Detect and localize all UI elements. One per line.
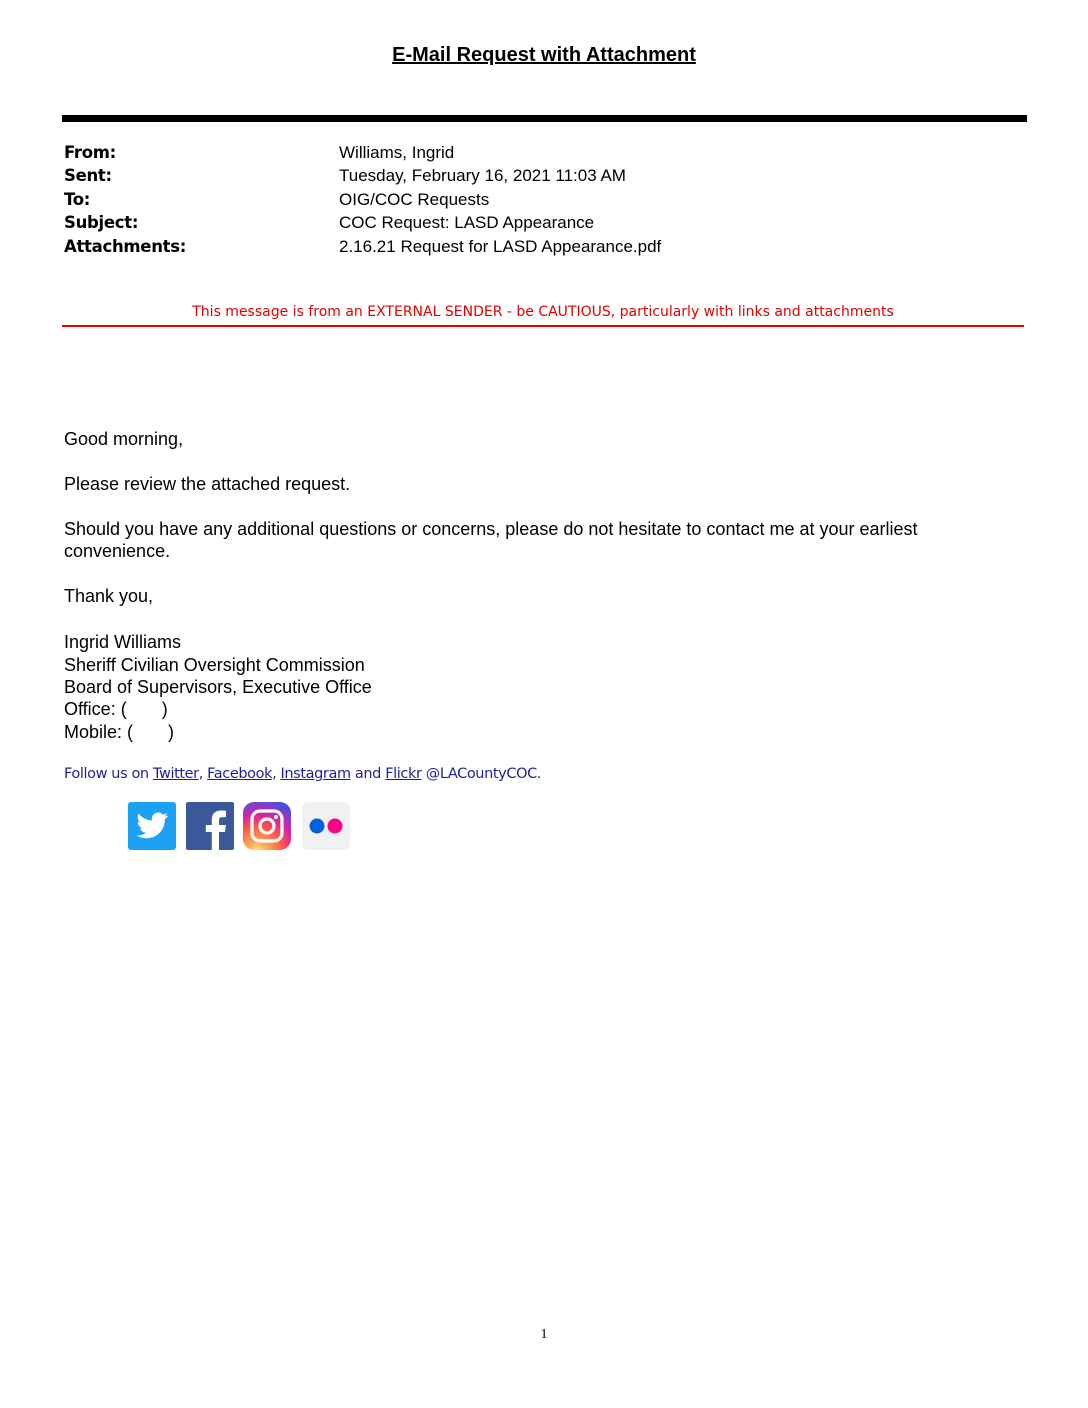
warning-divider: [62, 325, 1024, 327]
document-title: E-Mail Request with Attachment: [392, 44, 696, 66]
twitter-icon[interactable]: [128, 802, 176, 850]
greeting: Good morning,: [64, 429, 184, 449]
signature-org: Sheriff Civilian Oversight Commission: [64, 655, 365, 675]
facebook-link[interactable]: Facebook: [207, 766, 273, 782]
from-label: From:: [64, 143, 116, 162]
facebook-icon[interactable]: [186, 802, 234, 850]
flickr-icon[interactable]: [302, 802, 350, 850]
header-divider: [62, 115, 1027, 122]
from-value: Williams, Ingrid: [339, 143, 455, 162]
flickr-link[interactable]: Flickr: [385, 766, 422, 782]
follow-and: and: [350, 766, 386, 782]
attachment-link[interactable]: 2.16.21 Request for LASD Appearance.pdf: [339, 237, 662, 256]
header-subject-row: [64, 211, 1024, 235]
instagram-link[interactable]: Instagram: [280, 766, 351, 782]
sent-value: Tuesday, February 16, 2021 11:03 AM: [339, 166, 626, 185]
follow-prefix: Follow us on: [64, 766, 153, 782]
header-attachments-row: [64, 235, 1024, 259]
to-label: To:: [64, 190, 91, 209]
follow-handle: @LACountyCOC.: [421, 766, 542, 782]
follow-comma-1: ,: [198, 766, 208, 782]
attachments-label: Attachments:: [64, 237, 187, 256]
signature-office: Board of Supervisors, Executive Office: [64, 677, 372, 697]
closing: Thank you,: [64, 586, 154, 606]
signature-office-phone: Office: ( ): [64, 699, 168, 719]
follow-comma-2: ,: [272, 766, 281, 782]
sent-label: Sent:: [64, 166, 112, 185]
page-number: 1: [540, 1327, 548, 1342]
body-paragraph-2: Should you have any additional questions or concerns, please do not hesitate to contact me at your earliest convenience.: [64, 519, 918, 561]
subject-label: Subject:: [64, 213, 139, 232]
header-from-row: [64, 141, 1024, 165]
external-sender-warning: This message is from an EXTERNAL SENDER - be CAUTIOUS, particularly with links and attachments: [192, 304, 894, 320]
header-to-row: [64, 188, 1024, 212]
subject-value: COC Request: LASD Appearance: [339, 213, 595, 232]
signature-name: Ingrid Williams: [64, 632, 182, 652]
body-paragraph-1: Please review the attached request.: [64, 474, 351, 494]
instagram-icon[interactable]: [243, 802, 291, 850]
twitter-link[interactable]: Twitter: [152, 766, 199, 782]
social-follow-line: [64, 766, 541, 782]
header-sent-row: [64, 164, 1024, 188]
to-value: OIG/COC Requests: [339, 190, 490, 209]
signature-mobile-phone: Mobile: ( ): [64, 722, 175, 742]
